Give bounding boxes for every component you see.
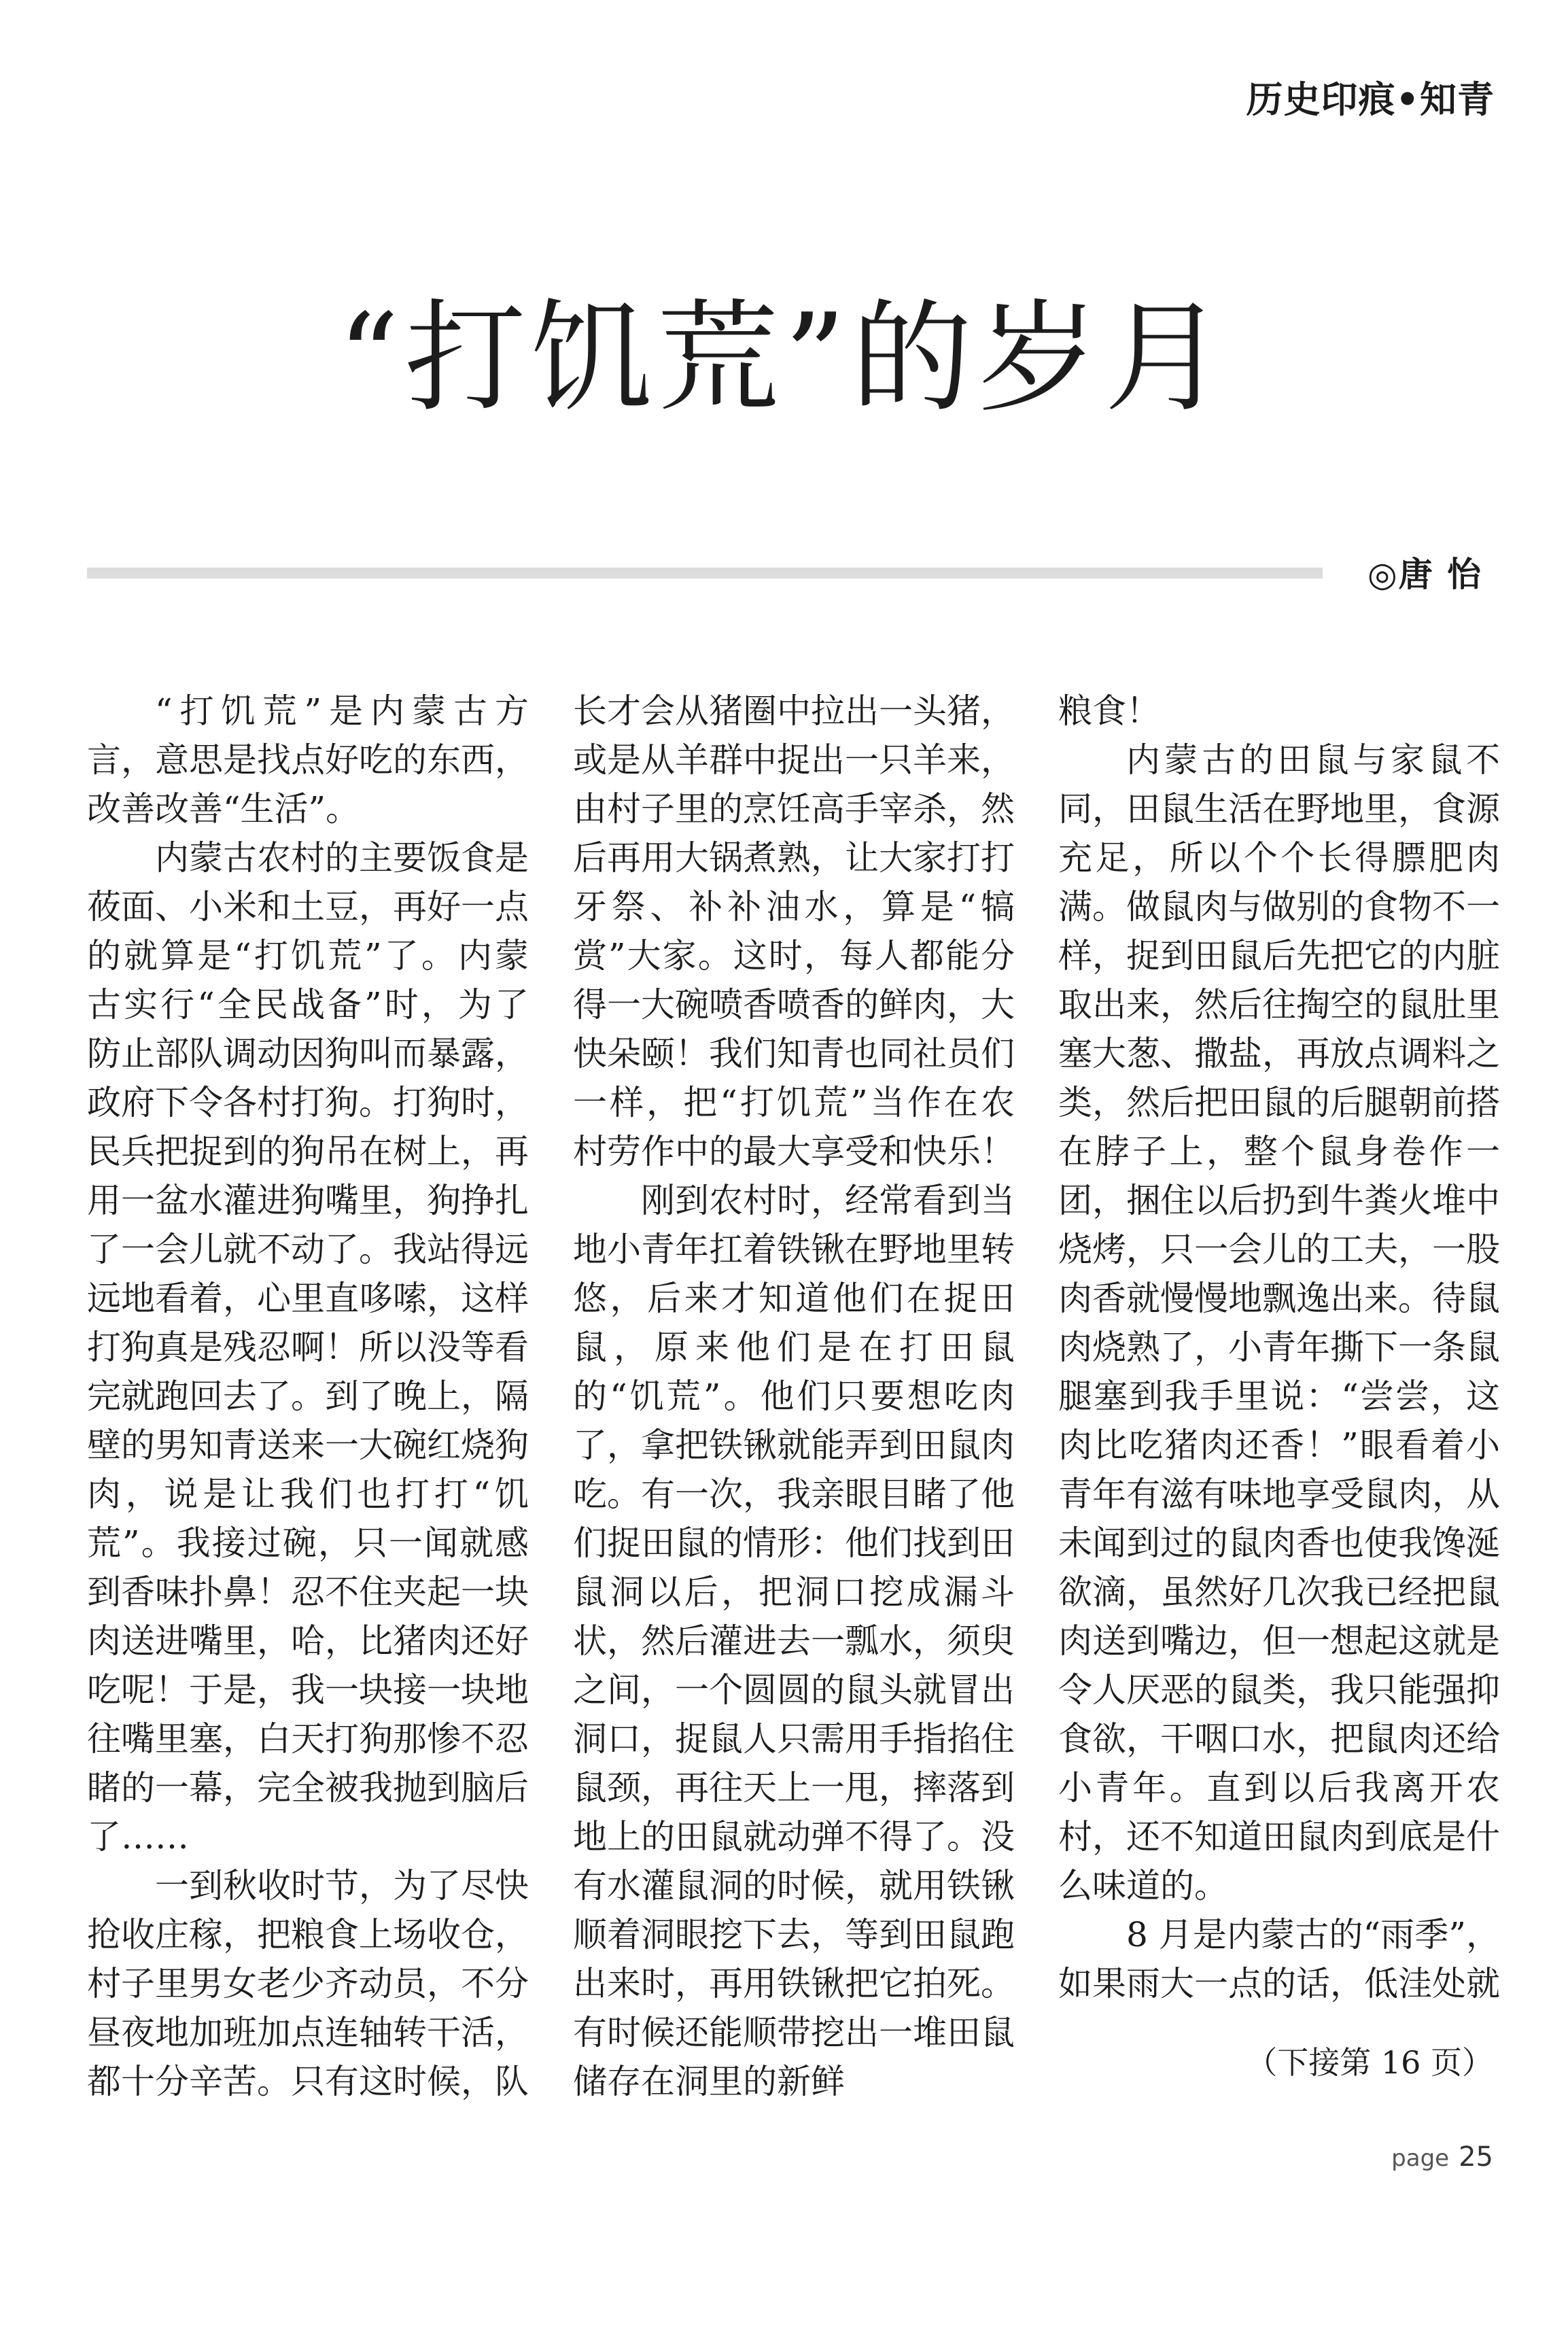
text-column-3 — [1058, 687, 1500, 2008]
page-digit: 25 — [1459, 2141, 1493, 2173]
page-label: page — [1391, 2145, 1450, 2172]
text-column-1 — [87, 687, 529, 2106]
paragraph: 内蒙古的田鼠与家鼠不同，田鼠生活在野地里，食源充足，所以个个长得膘肥肉满。做鼠肉与做别的食物不一样，捉到田鼠后先把它的内脏取出来，然后往掏空的鼠肚里塞大葱、撒盐，再放点调料之类，然后把田鼠的后腿朝前搭在脖子上，整个鼠身卷作一团，捆住以后扔到牛粪火堆中烧烤，只一会儿的工夫，一股肉香就慢慢地飘逸出来。待鼠肉烧熟了，小青年撕下一条鼠腿塞到我手里说：“尝尝，这肉比吃猪肉还香！”眼看着小青年有滋有味地享受鼠肉，从未闻到过的鼠肉香也使我馋涎欲滴，虽然好几次我已经把鼠肉送到嘴边，但一想起这就是令人厌恶的鼠类，我只能强抑食欲，干咽口水，把鼠肉还给小青年。直到以后我离开农村，还不知道田鼠肉到底是什么味道的。 — [1058, 740, 1500, 1905]
text-column-2 — [573, 687, 1015, 2106]
paragraph-continued: 粮食！ — [1058, 691, 1160, 731]
paragraph-continued: 长才会从猪圈中拉出一头猪，或是从羊群中捉出一只羊来，由村子里的烹饪高手宰杀，然后再用大锅煮熟，让大家打打牙祭、补补油水，算是“犒赏”大家。这时，每人都能分得一大碗喷香喷香的鲜肉，大快朵颐！我们知青也同社员们一样，把“打饥荒”当作在农村劳作中的最大享受和快乐！ — [573, 691, 1015, 1171]
paragraph: 8 月是内蒙古的“雨季”，如果雨大一点的话，低洼处就 — [1058, 1915, 1500, 2003]
article-title: “打饥荒”的岁月 — [337, 288, 1231, 428]
continued-note: （下接第 16 页） — [1246, 2044, 1493, 2081]
paragraph: 内蒙古农村的主要饭食是莜面、小米和土豆，再好一点的就算是“打饥荒”了。内蒙古实行“全民战备”时，为了防止部队调动因狗叫而暴露，政府下令各村打狗。打狗时，民兵把捉到的狗吊在树上，再用一盆水灌进狗嘴里，狗挣扎了一会儿就不动了。我站得远远地看着，心里直哆嗦，这样打狗真是残忍啊！所以没等看完就跑回去了。到了晚上，隔壁的男知青送来一大碗红烧狗肉，说是让我们也打打“饥荒”。我接过碗，只一闻就感到香味扑鼻！忍不住夹起一块肉送进嘴里，哈，比猪肉还好吃呢！于是，我一块接一块地往嘴里塞，白天打狗那惨不忍睹的一幕，完全被我抛到脑后了…… — [87, 838, 529, 1857]
author-byline: ◎唐 怡 — [1367, 554, 1482, 594]
section-label: 历史印痕•知青 — [1246, 77, 1495, 121]
paragraph: 刚到农村时，经常看到当地小青年扛着铁锹在野地里转悠，后来才知道他们在捉田鼠，原来他们是在打田鼠的“饥荒”。他们只要想吃肉了，拿把铁锹就能弄到田鼠肉吃。有一次，我亲眼目睹了他们捉田鼠的情形：他们找到田鼠洞以后，把洞口挖成漏斗状，然后灌进去一瓢水，须臾之间，一个圆圆的鼠头就冒出洞口，捉鼠人只需用手指掐住鼠颈，再往天上一甩，摔落到地上的田鼠就动弹不得了。没有水灌鼠洞的时候，就用铁锹顺着洞眼挖下去，等到田鼠跑出来时，再用铁锹把它拍死。有时候还能顺带挖出一堆田鼠储存在洞里的新鲜 — [573, 1181, 1015, 2101]
page-number — [1391, 2141, 1493, 2173]
paragraph: “打饥荒”是内蒙古方言，意思是找点好吃的东西，改善改善“生活”。 — [87, 691, 529, 829]
title-divider — [87, 568, 1323, 579]
paragraph: 一到秋收时节，为了尽快抢收庄稼，把粮食上场收仓，村子里男女老少齐动员，不分昼夜地加班加点连轴转干活，都十分辛苦。只有这时候，队 — [87, 1866, 529, 2101]
